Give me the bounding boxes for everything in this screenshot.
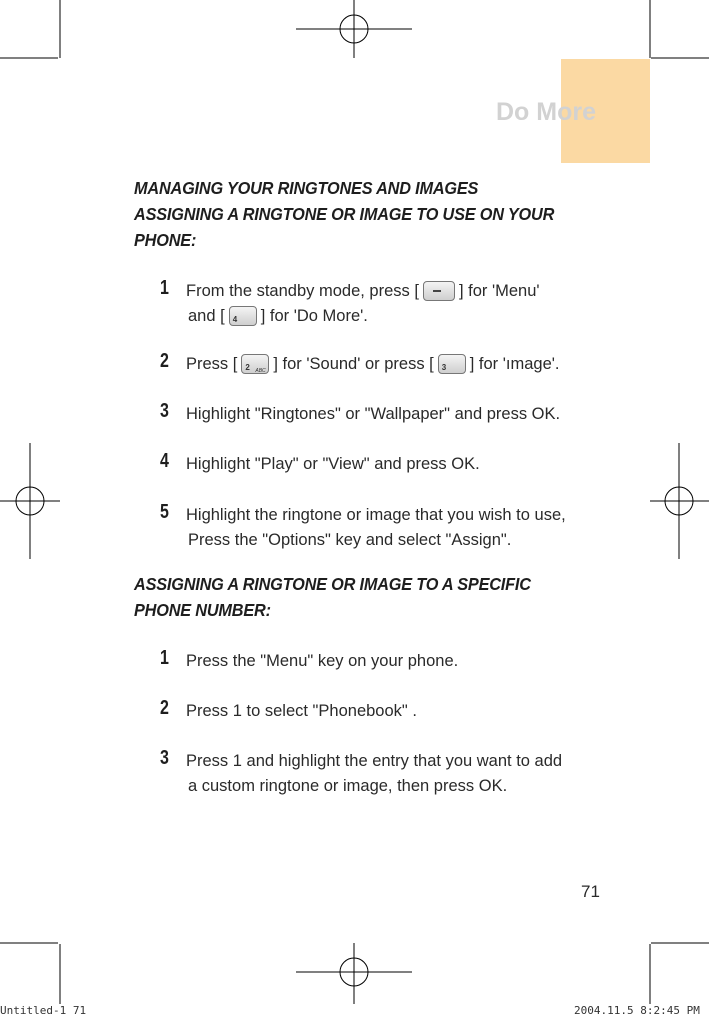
step-text-part: ] for 'Sound' or press [	[273, 355, 434, 373]
footer-timestamp: 2004.11.5 8:2:45 PM	[574, 1004, 700, 1017]
step-number: 1	[160, 647, 169, 669]
step-text: a custom ringtone or image, then press OK.	[188, 777, 508, 795]
step-number: 1	[160, 277, 169, 299]
heading-line: PHONE NUMBER:	[134, 600, 271, 620]
step-number: 3	[160, 747, 169, 769]
step-number: 3	[160, 400, 169, 422]
key-4-icon: 4	[229, 306, 257, 326]
step-number: 4	[160, 450, 169, 472]
heading-line: PHONE:	[134, 230, 197, 250]
step-number: 2	[160, 350, 169, 372]
step-text: Press the "Menu" key on your phone.	[186, 652, 459, 670]
page-number: 71	[581, 882, 600, 901]
footer-file-info: Untitled-1 71	[0, 1004, 87, 1017]
heading-line: MANAGING YOUR RINGTONES AND IMAGES	[134, 178, 479, 198]
heading-line: ASSIGNING A RINGTONE OR IMAGE TO USE ON YOUR	[134, 204, 555, 224]
step-text-part: Press [	[186, 355, 238, 373]
key-3-icon: 3	[438, 354, 466, 374]
step-text: Highlight "Ringtones" or "Wallpaper" and press OK.	[186, 405, 561, 423]
step-text: Highlight the ringtone or image that you wish to use,	[186, 506, 566, 524]
step-text: Press 1 and highlight the entry that you want to add	[186, 752, 563, 770]
section-title: Do More	[496, 98, 596, 126]
key-2-icon: 2 ABC	[241, 354, 269, 374]
step-text: Press 1 to select "Phonebook" .	[186, 702, 417, 720]
step-text: Highlight "Play" or "View" and press OK.	[186, 455, 480, 473]
heading-line: ASSIGNING A RINGTONE OR IMAGE TO A SPECIFIC	[134, 574, 531, 594]
step-text: Press the "Options" key and select "Assign".	[188, 531, 512, 549]
step-number: 5	[160, 501, 169, 523]
step-text-part: ] for 'ımage'.	[469, 355, 560, 373]
step-number: 2	[160, 697, 169, 719]
step-text-part: and [	[188, 307, 225, 325]
step-text-part: ] for 'Menu'	[458, 282, 540, 300]
step-text-part: From the standby mode, press [	[186, 282, 419, 300]
step-text-part: ] for 'Do More'.	[260, 307, 368, 325]
